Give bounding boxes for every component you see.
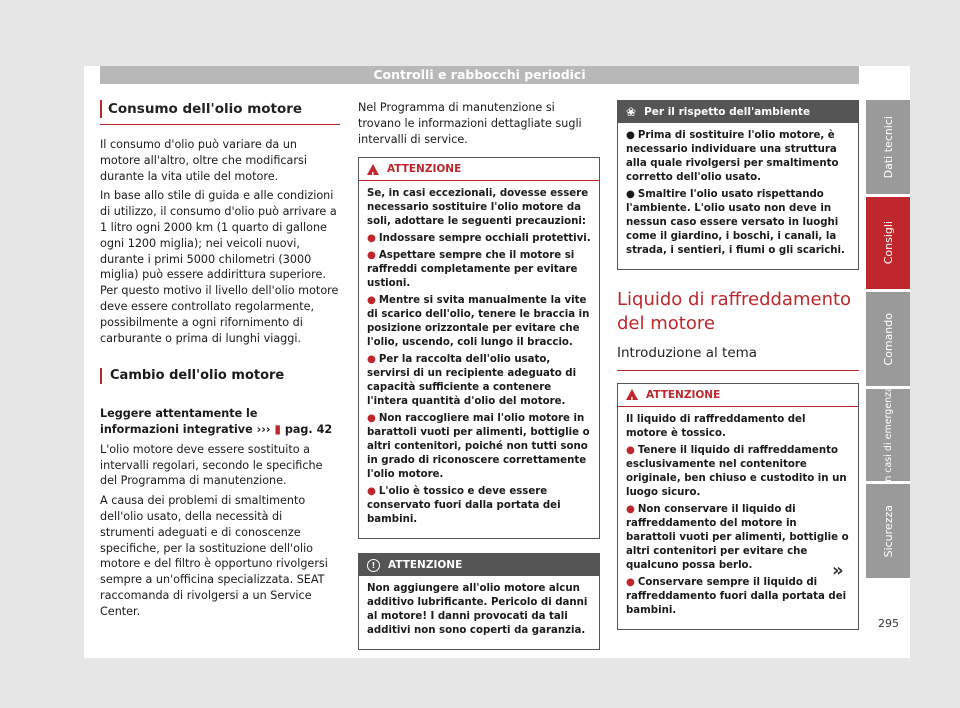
paragraph: L'olio motore deve essere sostituito a intervalli regolari, secondo le specifiche del Programma di manutenzione. xyxy=(100,442,323,488)
tab-label: Comando xyxy=(881,312,895,366)
list-item-text: Non raccogliere mai l'olio motore in barattoli vuoti per alimenti, bottiglie o altri contenitori, poiché non tutti sono in grado di riconoscere correttamente l'olio motore. xyxy=(367,413,590,481)
list-item xyxy=(626,129,850,185)
chapter-header: Controlli e rabbocchi periodici xyxy=(100,66,859,84)
caution-box-additives xyxy=(358,553,600,650)
list-item-text: Per la raccolta dell'olio usato, servirsi di un recipiente adeguato di capacità sufficiente a contenere l'intera quantità d'olio del motore. xyxy=(367,354,577,408)
bullet-icon: ● xyxy=(367,354,376,366)
list-item-text: Smaltire l'olio usato rispettando l'ambiente. L'olio usato non deve in nessun caso essere versato in luoghi come il giardino, i boschi, i canali, la strada, i sentieri, i fiumi o gli scarichi. xyxy=(626,189,845,256)
environment-title: Per il rispetto dell'ambiente xyxy=(644,106,811,118)
page-reference-link[interactable]: pag. 42 xyxy=(284,422,333,436)
list-item-text: Conservare sempre il liquido di raffreddamento fuori dalla portata dei bambini. xyxy=(626,576,847,616)
list-item-text: Mentre si svita manualmente la vite di scarico dell'olio, tenere le braccia in posizione orizzontale per evitare che l'olio, uscendo, coli lungo il braccio. xyxy=(367,295,590,349)
tab-comando[interactable] xyxy=(866,292,910,386)
caution-text: Non aggiungere all'olio motore alcun additivo lubrificante. Pericolo di danni al motore! I danni provocati da tali additivi non sono coperti da garanzia. xyxy=(367,583,588,637)
list-item-text: Aspettare sempre che il motore si raffreddi completamente per evitare ustioni. xyxy=(367,250,578,290)
list-item xyxy=(367,485,591,527)
book-icon: ▮ xyxy=(274,421,281,436)
list-item-text: Tenere il liquido di raffreddamento esclusivamente nel contenitore originale, ben chiuso e custodito in un luogo sicuro. xyxy=(626,444,847,498)
continue-marker: » xyxy=(832,560,844,581)
chapter-tabs xyxy=(866,100,910,581)
tab-label: Consigli xyxy=(881,221,895,265)
bullet-icon: ● xyxy=(367,413,376,425)
warning-intro: Se, in casi eccezionali, dovesse essere necessario sostituire l'olio motore da soli, adottare le seguenti precauzioni: xyxy=(367,188,589,228)
paragraph: A causa dei problemi di smaltimento dell'olio usato, della necessità di strumenti adeguati e di conoscenze specifiche, per la sostituzione dell'olio motore e del filtro è opportuno rivolgersi sempre a un'officina specializzata. SEAT raccomanda di rivolgersi a un Service Center. xyxy=(100,494,328,618)
warning-header xyxy=(618,384,858,407)
read-note xyxy=(100,406,340,438)
column-1 xyxy=(100,100,340,624)
warning-header xyxy=(359,158,599,181)
bullet-icon: ● xyxy=(626,189,635,200)
list-item xyxy=(626,576,850,618)
warning-body xyxy=(359,181,599,538)
section-title-oil-consumption: Consumo dell'olio motore xyxy=(100,100,340,118)
warning-title: ATTENZIONE xyxy=(387,163,462,176)
read-note-text: Leggere attentamente le informazioni integrative xyxy=(100,407,258,436)
chapter-title-coolant: Liquido di raffreddamento del motore xyxy=(617,289,852,334)
caution-title: ATTENZIONE xyxy=(388,559,463,572)
environment-leaf-icon: ❀ xyxy=(626,105,637,119)
tab-dati-tecnici[interactable] xyxy=(866,100,910,194)
bullet-icon: ● xyxy=(626,444,635,456)
tab-label: Sicurezza xyxy=(881,504,895,558)
caution-info-icon: ! xyxy=(367,559,380,572)
list-item xyxy=(367,232,591,246)
tab-label: In casi di emergenza xyxy=(882,385,894,485)
bullet-icon: ● xyxy=(367,486,376,498)
page-number: 295 xyxy=(878,617,899,630)
warning-box-oil-change xyxy=(358,157,600,539)
bullet-icon: ● xyxy=(626,576,635,588)
column-2 xyxy=(358,100,600,650)
column-3 xyxy=(617,100,859,630)
bullet-icon: ● xyxy=(626,130,635,141)
tab-consigli[interactable] xyxy=(866,197,910,289)
bullet-icon: ● xyxy=(367,295,376,307)
section-rule xyxy=(100,124,340,125)
list-item xyxy=(367,294,591,350)
environment-header xyxy=(618,101,858,123)
warning-body xyxy=(618,407,858,629)
warning-icon xyxy=(367,164,379,175)
list-item-text: Prima di sostituire l'olio motore, è necessario individuare una struttura alla quale rivolgersi per smaltimento corretto dell'olio usato. xyxy=(626,130,839,183)
paragraph: Il consumo d'olio può variare da un motore all'altro, oltre che modificarsi durante la vita utile del motore. xyxy=(100,138,307,183)
tab-label: Dati tecnici xyxy=(881,115,895,179)
caution-header xyxy=(359,554,599,576)
list-item-text: L'olio è tossico e deve essere conservato fuori dalla portata dei bambini. xyxy=(367,486,561,526)
bullet-icon: ● xyxy=(367,250,376,262)
list-item xyxy=(626,503,850,573)
tab-sicurezza[interactable] xyxy=(866,484,910,578)
list-item xyxy=(367,353,591,409)
list-item-text: Non conservare il liquido di raffreddamento del motore in barattoli vuoti per alimenti, bottiglie o altri contenitori per evitare che qualcuno possa berlo. xyxy=(626,503,849,571)
environment-box xyxy=(617,100,859,270)
intro-title: Introduzione al tema xyxy=(617,346,859,371)
bullet-icon: ● xyxy=(367,233,376,245)
warning-intro: Il liquido di raffreddamento del motore è tossico. xyxy=(626,413,806,439)
warning-title: ATTENZIONE xyxy=(646,388,721,401)
environment-body xyxy=(618,123,858,269)
paragraph: Nel Programma di manutenzione si trovano le informazioni dettagliate sugli intervalli di service. xyxy=(358,101,582,146)
warning-box-coolant xyxy=(617,383,859,630)
list-item xyxy=(626,444,850,500)
caution-body xyxy=(359,576,599,649)
warning-icon xyxy=(626,389,638,400)
read-note-arrows: ››› xyxy=(256,422,271,436)
subsection-title-oil-change: Cambio dell'olio motore xyxy=(100,368,340,384)
list-item xyxy=(367,412,591,482)
list-item xyxy=(367,249,591,291)
tab-in-casi-di-emergenza[interactable] xyxy=(866,385,910,485)
bullet-icon: ● xyxy=(626,503,635,515)
paragraph: In base allo stile di guida e alle condizioni di utilizzo, il consumo d'olio può arrivare a 1 litro ogni 2000 km (1 quarto di gallone ogni 1200 miglia); nei veicoli nuovi, durante i primi 5000 chilometri (3000 miglia) può essere addirittura superiore. Per questo motivo il livello dell'olio motore deve essere controllato regolarmente, possibilmente a ogni rifornimento di carburante o prima di lunghi viaggi. xyxy=(100,189,339,345)
list-item-text: Indossare sempre occhiali protettivi. xyxy=(378,233,591,245)
list-item xyxy=(626,188,850,258)
